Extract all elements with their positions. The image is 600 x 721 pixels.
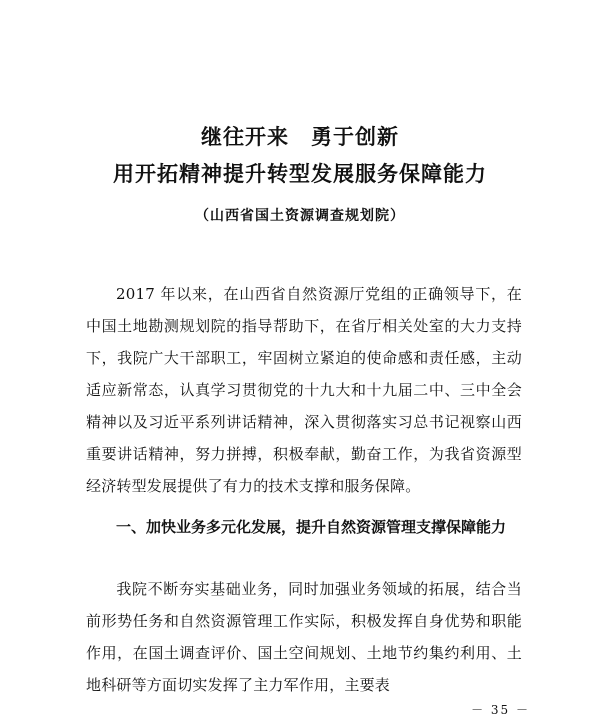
- body-paragraph-2: [86, 573, 522, 701]
- body-paragraph-2-text: 我院不断夯实基础业务，同时加强业务领域的拓展，结合当前形势任务和自然资源管理工作实际，积极发挥自身优势和职能作用，在国土调查评价、国土空间规划、土地节约集约利用、土地科研等方面切实发挥了主力军作用，主要表: [86, 580, 522, 694]
- section-heading-1-text: 一、加快业务多元化发展，提升自然资源管理支撑保障能力: [116, 518, 507, 536]
- body-paragraph-1: [86, 278, 522, 502]
- author-subtitle: （山西省国土资源调查规划院）: [195, 208, 405, 224]
- title-line-1: 继往开来 勇于创新: [201, 125, 399, 149]
- body-paragraph-1-text: 2017 年以来，在山西省自然资源厅党组的正确领导下，在中国土地勘测规划院的指导帮助下，在省厅相关处室的大力支持下，我院广大干部职工，牢固树立紧迫的使命感和责任感，主动适应新常态，认真学习贯彻党的十九大和十九届二中、三中全会精神以及习近平系列讲话精神，深入贯彻落实习总书记视察山西重要讲话精神，努力拼搏，积极奉献，勤奋工作，为我省资源型经济转型发展提供了有力的技术支撑和服务保障。: [86, 285, 522, 495]
- section-heading-1: [86, 511, 526, 543]
- page-number: － 35 －: [471, 703, 530, 717]
- title-line-2: 用开拓精神提升转型发展服务保障能力: [113, 162, 487, 186]
